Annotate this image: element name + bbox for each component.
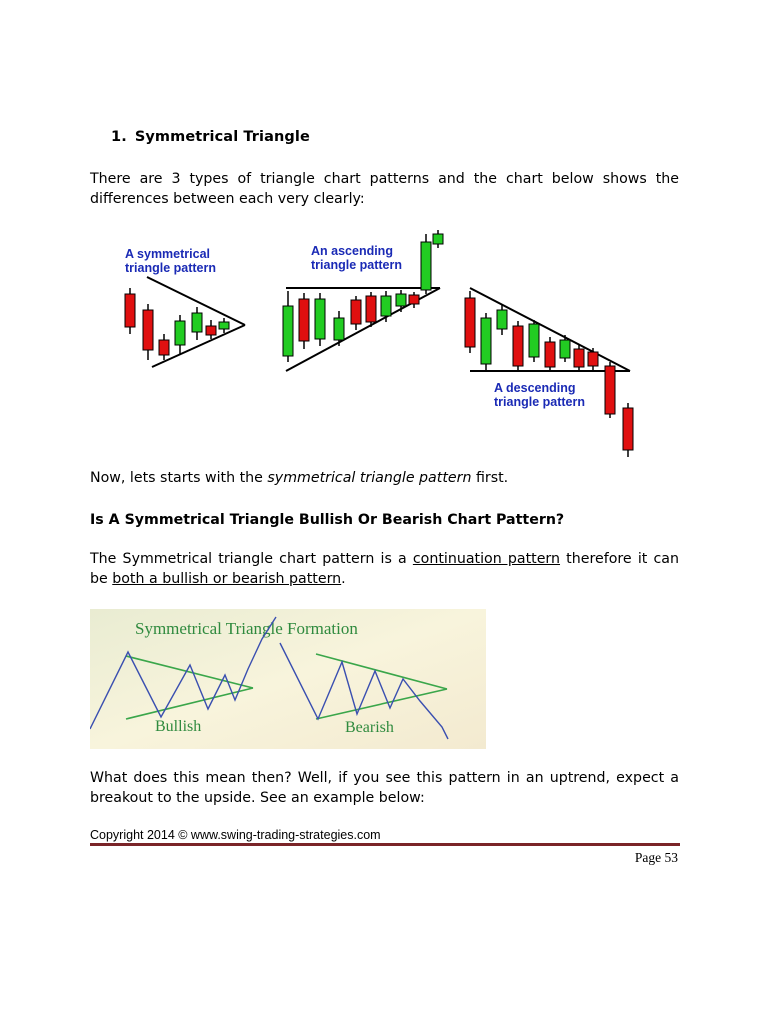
bullish-candle-body — [219, 322, 229, 329]
candlestick — [497, 304, 507, 335]
bearish-candle-body — [143, 310, 153, 350]
continuation-paragraph — [90, 549, 679, 589]
bullish-candle-body — [175, 321, 185, 345]
meaning-paragraph — [90, 768, 679, 808]
footer-rule — [90, 843, 680, 846]
bearish-candle-body — [513, 326, 523, 366]
now-text-italic: symmetrical triangle pattern — [267, 470, 472, 486]
section-heading — [111, 129, 310, 145]
now-text-after: first. — [471, 470, 509, 486]
ascending-label: An ascending triangle pattern — [311, 244, 402, 272]
bullish-label: Bullish — [155, 718, 202, 735]
bullish-candle-body — [315, 299, 325, 339]
candlestick — [366, 292, 376, 327]
intro-line-1: There are 3 types of triangle chart patterns and the chart below shows the — [90, 171, 679, 187]
candlestick — [299, 293, 309, 349]
formation-figure — [90, 609, 486, 749]
meaning-line-1: What does this mean then? Well, if you see this pattern in an uptrend, expect a — [90, 770, 679, 786]
candlestick — [623, 403, 633, 457]
bullish-candle-body — [421, 242, 431, 290]
bullish-candle-body — [334, 318, 344, 340]
candlestick — [605, 362, 615, 418]
candlestick — [192, 307, 202, 340]
candlestick — [125, 288, 135, 334]
intro-line-2: differences between each very clearly: — [90, 191, 365, 207]
triangle-types-figure — [90, 226, 690, 462]
candlestick — [574, 344, 584, 371]
formation-illustration — [90, 609, 486, 749]
bullish-candle-body — [481, 318, 491, 364]
candlestick — [465, 291, 475, 353]
descending-label: A descending triangle pattern — [494, 381, 585, 409]
bearish-candle-body — [465, 298, 475, 347]
bearish-candle-body — [605, 366, 615, 414]
bullish-candle-body — [192, 313, 202, 332]
candlestick — [433, 230, 443, 248]
bearish-candle-body — [299, 299, 309, 341]
continuation-line-1: The Symmetrical triangle chart pattern is a continuation pattern therefore it can — [90, 551, 679, 567]
formation-title: Symmetrical Triangle Formation — [135, 619, 358, 638]
candlestick — [381, 291, 391, 322]
candlestick — [588, 348, 598, 370]
bullish-candle-body — [560, 340, 570, 358]
candlestick — [283, 291, 293, 362]
continuation-line-2: be both a bullish or bearish pattern. — [90, 571, 346, 587]
bearish-candle-body — [366, 296, 376, 322]
section-title: Symmetrical Triangle — [134, 129, 310, 145]
meaning-line-2: breakout to the upside. See an example below: — [90, 790, 425, 806]
bearish-label: Bearish — [345, 719, 394, 736]
candlestick — [409, 292, 419, 308]
candlesticks — [125, 230, 633, 457]
candlestick — [315, 293, 325, 346]
bearish-candle-body — [623, 408, 633, 450]
candlestick — [481, 313, 491, 370]
bearish-candle-body — [545, 342, 555, 367]
copyright-text: Copyright 2014 © www.swing-trading-strategies.com — [90, 828, 381, 842]
question-heading: Is A Symmetrical Triangle Bullish Or Bearish Chart Pattern? — [90, 512, 565, 528]
now-paragraph — [90, 468, 679, 488]
candlestick — [175, 315, 185, 354]
bearish-candle-body — [588, 352, 598, 366]
bullish-candle-body — [396, 294, 406, 306]
section-number: 1. — [111, 129, 127, 145]
candlestick — [351, 296, 361, 330]
candlestick — [545, 337, 555, 372]
candlestick — [529, 320, 539, 362]
bullish-candle-body — [381, 296, 391, 316]
bearish-candle-body — [351, 300, 361, 324]
candlestick — [206, 320, 216, 339]
bullish-candle-body — [283, 306, 293, 356]
bullish-candle-body — [433, 234, 443, 244]
bearish-candle-body — [159, 340, 169, 355]
continuation-pattern-link: continuation pattern — [412, 551, 561, 567]
symmetrical-label: A symmetrical triangle pattern — [125, 247, 216, 275]
bullish-candle-body — [497, 310, 507, 329]
page-number: Page 53 — [634, 850, 678, 865]
bearish-candle-body — [125, 294, 135, 327]
bullish-candle-body — [529, 324, 539, 357]
candlestick — [396, 290, 406, 312]
candlestick — [219, 318, 229, 333]
intro-paragraph — [90, 169, 679, 209]
candlestick — [421, 234, 431, 294]
bullish-bearish-underline: both a bullish or bearish pattern — [112, 571, 342, 587]
bearish-candle-body — [206, 326, 216, 335]
candlestick — [513, 321, 523, 372]
candlestick — [143, 304, 153, 360]
candlestick — [159, 334, 169, 360]
bearish-candle-body — [574, 349, 584, 367]
now-text-before: Now, lets starts with the — [90, 470, 268, 486]
bearish-candle-body — [409, 295, 419, 304]
triangle-types-chart — [90, 226, 690, 462]
